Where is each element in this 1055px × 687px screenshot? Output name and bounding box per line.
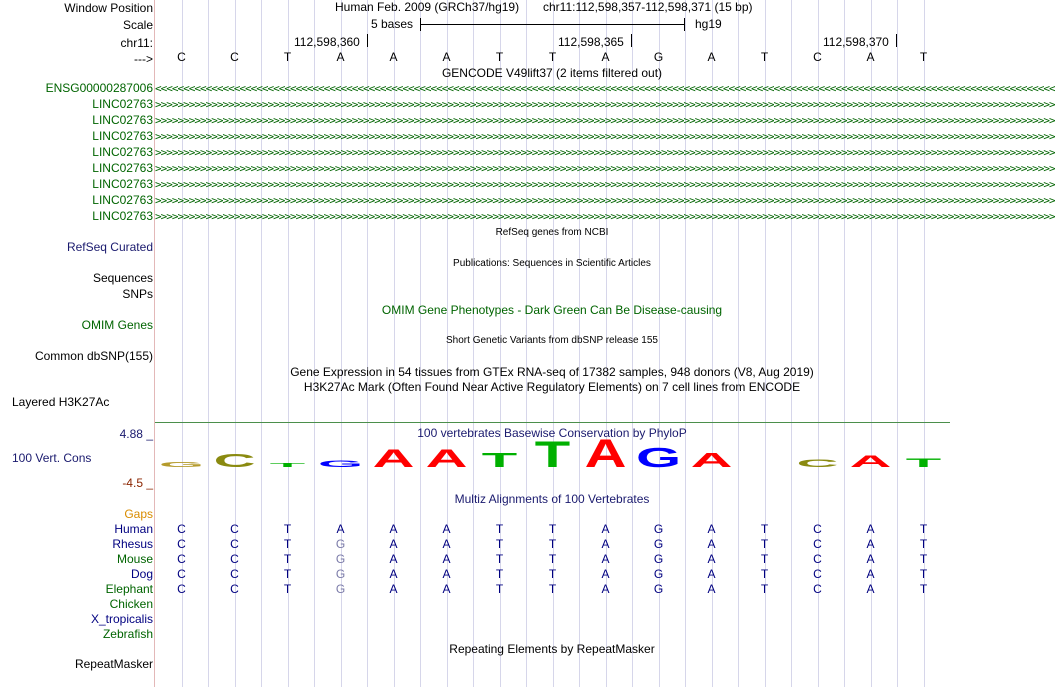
coord-label-3: 112,598,370 (823, 35, 889, 49)
alignment-base: T (495, 567, 504, 581)
omim-track-label[interactable]: OMIM Genes (81, 318, 153, 332)
coord-label-2: 112,598,365 (558, 35, 624, 49)
alignment-base: T (760, 552, 769, 566)
gene-label[interactable]: LINC02763 (92, 97, 153, 111)
alignment-base: T (548, 537, 557, 551)
cons-logo-letter: G (317, 458, 364, 470)
gene-feature[interactable]: >>>>>>>>>>>>>>>>>>>>>>>>>>>>>>>>>>>>>>>>>>>>>>>>>>>>>>>>>>>>>>>>>>>>>>>>>>>>>>>>>>>>>>>>>>>>>>>>>>>>>>>>>>>>>>>>>>>>>>>>>>>>>>>>>>>>>>>>>>>>>>>>>>>>>>>>>>>>>>>> (155, 210, 1055, 223)
alignment-base: G (653, 537, 664, 551)
gene-label[interactable]: ENSG00000287006 (45, 81, 153, 95)
species-label[interactable]: Dog (130, 567, 153, 581)
alignment-base: A (442, 537, 451, 551)
gene-feature[interactable]: >>>>>>>>>>>>>>>>>>>>>>>>>>>>>>>>>>>>>>>>>>>>>>>>>>>>>>>>>>>>>>>>>>>>>>>>>>>>>>>>>>>>>>>>>>>>>>>>>>>>>>>>>>>>>>>>>>>>>>>>>>>>>>>>>>>>>>>>>>>>>>>>>>>>>>>>>>>>>>>> (155, 178, 1055, 191)
gene-label[interactable]: LINC02763 (92, 193, 153, 207)
gencode-title[interactable]: GENCODE V49lift37 (2 items filtered out) (441, 66, 663, 80)
repeatmasker-title[interactable]: Repeating Elements by RepeatMasker (449, 642, 655, 656)
alignment-base: A (442, 522, 451, 536)
snps-track-label[interactable]: SNPs (122, 287, 153, 301)
alignment-base: A (707, 522, 716, 536)
alignment-base: C (230, 582, 239, 596)
alignment-base: A (601, 582, 610, 596)
chrom-label: chr11: (120, 36, 153, 50)
coord-tick-2 (631, 34, 632, 47)
alignment-base: A (707, 582, 716, 596)
alignment-base: T (548, 582, 557, 596)
alignment-base: T (919, 567, 928, 581)
species-label[interactable]: Chicken (109, 597, 153, 611)
strand-arrow-label[interactable]: ---> (134, 52, 153, 66)
alignment-base: C (177, 582, 186, 596)
gene-label[interactable]: LINC02763 (92, 161, 153, 175)
alignment-base: T (760, 567, 769, 581)
alignment-base: C (177, 537, 186, 551)
species-label[interactable]: X_tropicalis (90, 612, 153, 626)
cons-top-line (155, 422, 950, 423)
gene-feature[interactable]: >>>>>>>>>>>>>>>>>>>>>>>>>>>>>>>>>>>>>>>>>>>>>>>>>>>>>>>>>>>>>>>>>>>>>>>>>>>>>>>>>>>>>>>>>>>>>>>>>>>>>>>>>>>>>>>>>>>>>>>>>>>>>>>>>>>>>>>>>>>>>>>>>>>>>>>>>>>>>>>> (155, 98, 1055, 111)
gene-label[interactable]: LINC02763 (92, 113, 153, 127)
refseq-track-label[interactable]: RefSeq Curated (66, 240, 153, 254)
position-readout: chr11:112,598,357-112,598,371 (15 bp) (543, 0, 753, 14)
alignment-base: A (442, 552, 451, 566)
alignment-base: A (389, 567, 398, 581)
cons-max-label: 4.88 _ (119, 427, 153, 441)
alignment-base: A (707, 537, 716, 551)
alignment-base: T (760, 537, 769, 551)
reference-base: T (283, 50, 292, 64)
alignment-base: C (177, 522, 186, 536)
dbsnp-title[interactable]: Short Genetic Variants from dbSNP release 155 (446, 335, 658, 346)
publications-title[interactable]: Publications: Sequences in Scientific Articles (453, 258, 651, 269)
alignment-base: A (601, 552, 610, 566)
repeatmasker-track-label[interactable]: RepeatMasker (74, 657, 153, 671)
scale-bar (420, 24, 685, 25)
coord-label-1: 112,598,360 (294, 35, 360, 49)
reference-base: T (760, 50, 769, 64)
alignment-base: C (813, 582, 822, 596)
omim-title[interactable]: OMIM Gene Phenotypes - Dark Green Can Be Disease-causing (381, 303, 723, 317)
alignment-base: T (283, 582, 292, 596)
alignment-base: A (866, 582, 875, 596)
gene-feature[interactable]: >>>>>>>>>>>>>>>>>>>>>>>>>>>>>>>>>>>>>>>>>>>>>>>>>>>>>>>>>>>>>>>>>>>>>>>>>>>>>>>>>>>>>>>>>>>>>>>>>>>>>>>>>>>>>>>>>>>>>>>>>>>>>>>>>>>>>>>>>>>>>>>>>>>>>>>>>>>>>>>> (155, 114, 1055, 127)
scale-text: 5 bases (371, 17, 414, 31)
gene-feature[interactable]: >>>>>>>>>>>>>>>>>>>>>>>>>>>>>>>>>>>>>>>>>>>>>>>>>>>>>>>>>>>>>>>>>>>>>>>>>>>>>>>>>>>>>>>>>>>>>>>>>>>>>>>>>>>>>>>>>>>>>>>>>>>>>>>>>>>>>>>>>>>>>>>>>>>>>>>>>>>>>>>> (155, 162, 1055, 175)
alignment-base: G (335, 567, 346, 581)
alignment-base: A (707, 567, 716, 581)
alignment-base: A (601, 537, 610, 551)
alignment-base: C (177, 552, 186, 566)
alignment-base: T (283, 567, 292, 581)
alignment-base: G (653, 567, 664, 581)
reference-base: G (653, 50, 664, 64)
alignment-base: C (230, 522, 239, 536)
phylop-title[interactable]: 100 vertebrates Basewise Conservation by PhyloP (417, 426, 687, 440)
alignment-base: T (919, 537, 928, 551)
gene-feature[interactable]: >>>>>>>>>>>>>>>>>>>>>>>>>>>>>>>>>>>>>>>>>>>>>>>>>>>>>>>>>>>>>>>>>>>>>>>>>>>>>>>>>>>>>>>>>>>>>>>>>>>>>>>>>>>>>>>>>>>>>>>>>>>>>>>>>>>>>>>>>>>>>>>>>>>>>>>>>>>>>>>> (155, 194, 1055, 207)
alignment-base: A (442, 567, 451, 581)
alignment-base: C (813, 552, 822, 566)
reference-base: T (919, 50, 928, 64)
gtex-title[interactable]: Gene Expression in 54 tissues from GTEx RNA-seq of 17382 samples, 948 donors (V8, Aug 2019) (290, 365, 814, 379)
scale-bar-left-tick (420, 18, 421, 31)
window-position-label: Window Position (64, 1, 153, 15)
alignment-base: A (707, 552, 716, 566)
cons-logo-letter: A (690, 449, 733, 472)
reference-base: C (177, 50, 186, 64)
alignment-base: A (389, 522, 398, 536)
alignment-base: A (866, 567, 875, 581)
alignment-base: T (495, 537, 504, 551)
species-label[interactable]: Elephant (105, 582, 153, 596)
h3k27ac-title[interactable]: H3K27Ac Mark (Often Found Near Active Regulatory Elements) on 7 cell lines from ENCODE (303, 380, 801, 394)
cons-logo-letter: T (905, 455, 942, 470)
cons-logo-letter: A (849, 451, 892, 471)
reference-base: A (601, 50, 610, 64)
alignment-base: A (601, 522, 610, 536)
alignment-base: T (283, 537, 292, 551)
alignment-base: T (760, 582, 769, 596)
gene-feature[interactable]: >>>>>>>>>>>>>>>>>>>>>>>>>>>>>>>>>>>>>>>>>>>>>>>>>>>>>>>>>>>>>>>>>>>>>>>>>>>>>>>>>>>>>>>>>>>>>>>>>>>>>>>>>>>>>>>>>>>>>>>>>>>>>>>>>>>>>>>>>>>>>>>>>>>>>>>>>>>>>>>> (155, 130, 1055, 143)
alignment-base: T (548, 522, 557, 536)
alignment-base: C (177, 567, 186, 581)
reference-base: A (707, 50, 716, 64)
common-dbsnp-track-label[interactable]: Common dbSNP(155) (34, 349, 153, 363)
cons-logo-letter: C (213, 450, 256, 472)
track-label-column (0, 0, 155, 687)
alignment-base: C (230, 537, 239, 551)
reference-base: T (548, 50, 557, 64)
alignment-base: T (495, 552, 504, 566)
alignment-base: C (230, 567, 239, 581)
db-label: hg19 (695, 17, 722, 31)
alignment-base: T (283, 522, 292, 536)
alignment-base: G (653, 582, 664, 596)
cons-logo-letter: G (158, 460, 205, 469)
species-label[interactable]: Zebrafish (102, 627, 153, 641)
reference-base: A (442, 50, 451, 64)
multiz-title[interactable]: Multiz Alignments of 100 Vertebrates (454, 492, 650, 506)
alignment-base: G (335, 582, 346, 596)
alignment-base: T (919, 522, 928, 536)
species-label[interactable]: Mouse (116, 552, 153, 566)
gene-label[interactable]: LINC02763 (92, 177, 153, 191)
cons-logo-letter: A (372, 445, 415, 473)
alignment-base: A (601, 567, 610, 581)
cons-track-label[interactable]: 100 Vert. Cons (12, 451, 92, 465)
scale-bar-right-tick (684, 18, 685, 31)
reference-base: A (389, 50, 398, 64)
reference-base: A (336, 50, 345, 64)
alignment-base: G (335, 537, 346, 551)
gene-feature[interactable]: <<<<<<<<<<<<<<<<<<<<<<<<<<<<<<<<<<<<<<<<<<<<<<<<<<<<<<<<<<<<<<<<<<<<<<<<<<<<<<<<<<<<<<<<<<<<<<<<<<<<<<<<<<<<<<<<<<<<<<<<<<<<<<<<<<<<<<<<<<<<<<<<<<<<<<<<<<<<<<<< (155, 82, 1055, 95)
alignment-base: T (548, 567, 557, 581)
cons-logo-letter: G (635, 442, 682, 474)
assembly-title: Human Feb. 2009 (GRCh37/hg19) (335, 0, 520, 14)
alignment-base: T (495, 522, 504, 536)
alignment-base: T (919, 582, 928, 596)
alignment-base: A (336, 522, 345, 536)
alignment-base: A (866, 522, 875, 536)
alignment-base: A (389, 582, 398, 596)
cons-logo-letter: T (534, 434, 571, 476)
cons-logo-letter: T (269, 461, 306, 469)
cons-logo-letter: C (796, 457, 839, 470)
alignment-base: A (389, 552, 398, 566)
cons-logo-letter: A (584, 430, 627, 476)
alignment-base: A (866, 552, 875, 566)
reference-base: C (813, 50, 822, 64)
alignment-base: C (813, 537, 822, 551)
reference-base: C (230, 50, 239, 64)
reference-base: T (495, 50, 504, 64)
alignment-base: A (442, 582, 451, 596)
coord-tick-1 (367, 34, 368, 47)
gaps-label[interactable]: Gaps (124, 507, 153, 521)
alignment-base: G (653, 552, 664, 566)
scale-label: Scale (122, 18, 153, 32)
layered-h3k27ac-track-label[interactable]: Layered H3K27Ac (12, 395, 110, 409)
alignment-base: T (760, 522, 769, 536)
species-label[interactable]: Rhesus (112, 537, 153, 551)
track-area[interactable] (155, 0, 1055, 687)
gene-feature[interactable]: >>>>>>>>>>>>>>>>>>>>>>>>>>>>>>>>>>>>>>>>>>>>>>>>>>>>>>>>>>>>>>>>>>>>>>>>>>>>>>>>>>>>>>>>>>>>>>>>>>>>>>>>>>>>>>>>>>>>>>>>>>>>>>>>>>>>>>>>>>>>>>>>>>>>>>>>>>>>>>>> (155, 146, 1055, 159)
cons-logo-letter: A (425, 445, 468, 473)
gene-label[interactable]: LINC02763 (92, 129, 153, 143)
alignment-base: G (653, 522, 664, 536)
alignment-base: T (495, 582, 504, 596)
alignment-base: T (548, 552, 557, 566)
alignment-base: T (283, 552, 292, 566)
sequences-track-label[interactable]: Sequences (92, 271, 153, 285)
gene-label[interactable]: LINC02763 (92, 145, 153, 159)
alignment-base: G (335, 552, 346, 566)
alignment-base: A (866, 537, 875, 551)
cons-logo-letter: T (481, 449, 518, 472)
alignment-base: T (919, 552, 928, 566)
coord-tick-3 (896, 34, 897, 47)
alignment-base: C (813, 522, 822, 536)
refseq-title[interactable]: RefSeq genes from NCBI (495, 227, 609, 238)
cons-min-label: -4.5 _ (122, 476, 153, 490)
alignment-base: A (389, 537, 398, 551)
species-label[interactable]: Human (114, 522, 153, 536)
gene-label[interactable]: LINC02763 (92, 209, 153, 223)
alignment-base: C (230, 552, 239, 566)
alignment-base: C (813, 567, 822, 581)
reference-base: A (866, 50, 875, 64)
